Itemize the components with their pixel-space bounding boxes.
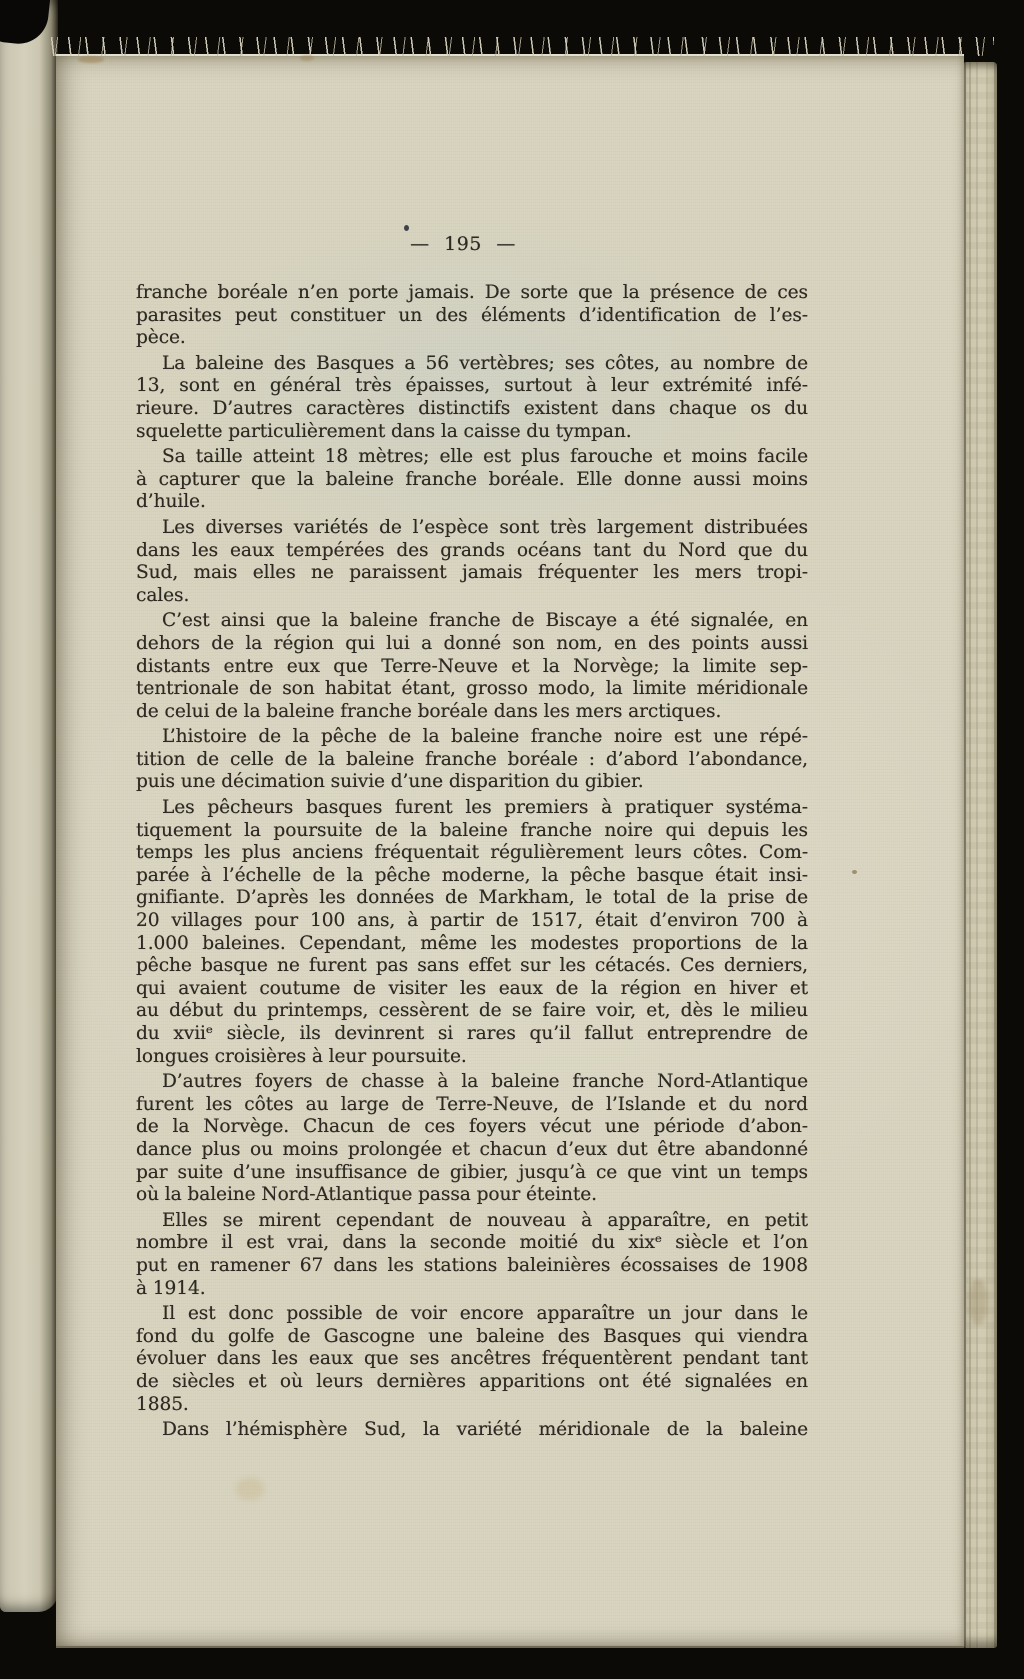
text-line: pèce. <box>136 327 186 349</box>
paragraph <box>136 1303 808 1416</box>
text-line: Sa taille atteint 18 mètres; elle est plus farouche et moins facile <box>162 446 808 468</box>
text-line: de la Norvège. Chacun de ces foyers vécut une période d’abon- <box>136 1116 808 1138</box>
text-line: de celui de la baleine franche boréale dans les mers arctiques. <box>136 700 722 722</box>
paragraph <box>136 1071 808 1207</box>
text-line: parasites peut constituer un des éléments d’identification de l’es- <box>136 304 808 326</box>
paragraph <box>136 446 808 514</box>
text-line: dans les eaux tempérées des grands océans tant du Nord que du <box>136 539 808 561</box>
text-line: distants entre eux que Terre-Neuve et la Norvège; la limite sep- <box>136 655 808 677</box>
text-line: où la baleine Nord-Atlantique passa pour éteinte. <box>136 1184 597 1206</box>
text-line: rieure. D’autres caractères distinctifs existent dans chaque os du <box>136 397 808 419</box>
page-content <box>136 232 808 1442</box>
text-line: nombre il est vrai, dans la seconde moitié du xixᵉ siècle et l’on <box>136 1232 808 1254</box>
text-line: put en ramener 67 dans les stations baleinières écossaises de 1908 <box>136 1254 808 1276</box>
text-line: dehors de la région qui lui a donné son nom, en des points aussi <box>136 632 808 654</box>
paragraph <box>136 1419 808 1442</box>
text-line: temps les plus anciens fréquentait régulièrement leurs côtes. Com- <box>136 842 808 864</box>
text-line: L’histoire de la pêche de la baleine franche noire est une répé- <box>162 726 808 748</box>
text-line: Sud, mais elles ne paraissent jamais fréquenter les mers tropi- <box>136 562 808 584</box>
text-line: parée à l’échelle de la pêche moderne, la pêche basque était insi- <box>136 864 808 886</box>
paragraph <box>136 517 808 607</box>
text-line: Elles se mirent cependant de nouveau à apparaître, en petit <box>162 1209 808 1231</box>
text-line: Les pêcheurs basques furent les premiers à pratiquer systéma- <box>162 797 808 819</box>
paragraph <box>136 610 808 723</box>
paragraph <box>136 282 808 350</box>
paragraph <box>136 797 808 1068</box>
text-block <box>136 282 808 1442</box>
text-line: 13, sont en général très épaisses, surtout à leur extrémité infé- <box>136 375 808 397</box>
gutter-page-sliver <box>0 0 58 1612</box>
page-edge-stack <box>964 62 997 1648</box>
text-line: qui avaient coutume de visiter les eaux de la région en hiver et <box>136 977 808 999</box>
text-line: 1885. <box>136 1393 189 1415</box>
text-line: à capturer que la baleine franche boréale. Elle donne aussi moins <box>136 468 808 490</box>
text-line: du xviiᵉ siècle, ils devinrent si rares qu’il fallut entreprendre de <box>136 1023 808 1044</box>
text-line: tentrionale de son habitat étant, grosso modo, la limite méridionale <box>136 678 808 700</box>
text-line: à 1914. <box>136 1277 206 1299</box>
page-number-header: — 195 — <box>410 233 516 255</box>
text-line: 1.000 baleines. Cependant, même les modestes proportions de la <box>136 932 808 954</box>
text-line: d’huile. <box>136 491 206 513</box>
text-line: 20 villages pour 100 ans, à partir de 1517, était d’environ 700 à <box>136 910 808 932</box>
text-line: fond du golfe de Gascogne une baleine des Basques qui viendra <box>136 1325 808 1347</box>
text-line: pêche basque ne furent pas sans effet sur les cétacés. Ces derniers, <box>136 955 808 977</box>
text-line: longues croisières à leur poursuite. <box>136 1045 467 1067</box>
text-line: Les diverses variétés de l’espèce sont très largement distribuées <box>162 516 808 538</box>
text-line: de siècles et où leurs dernières apparitions ont été signalées en <box>136 1370 808 1392</box>
text-line: tiquement la poursuite de la baleine franche noire qui depuis les <box>136 819 808 841</box>
torn-paper-edge <box>44 37 994 56</box>
text-line: cales. <box>136 584 190 606</box>
paragraph <box>136 353 808 443</box>
text-line: Il est donc possible de voir encore apparaître un jour dans le <box>162 1303 808 1325</box>
text-line: par suite d’une insuffisance de gibier, jusqu’à ce que vint un temps <box>136 1161 808 1183</box>
paragraph <box>136 726 808 794</box>
text-line: D’autres foyers de chasse à la baleine franche Nord-Atlantique <box>162 1071 808 1093</box>
paragraph <box>136 1210 808 1300</box>
text-line: squelette particulièrement dans la caisse du tympan. <box>136 420 632 442</box>
text-line: gnifiante. D’après les données de Markham, le total de la prise de <box>136 887 808 909</box>
text-line: franche boréale n’en porte jamais. De sorte que la présence de ces <box>136 282 808 303</box>
text-line: furent les côtes au large de Terre-Neuve, de l’Islande et du nord <box>136 1093 808 1115</box>
text-line: La baleine des Basques a 56 vertèbres; ses côtes, au nombre de <box>162 352 808 374</box>
text-line: Dans l’hémisphère Sud, la variété méridionale de la baleine <box>162 1419 808 1441</box>
text-line: puis une décimation suivie d’une disparition du gibier. <box>136 771 644 793</box>
text-line: dance plus ou moins prolongée et chacun d’eux dut être abandonné <box>136 1138 808 1160</box>
text-line: au début du printemps, cessèrent de se faire voir, et, dès le milieu <box>136 1000 808 1022</box>
text-line: C’est ainsi que la baleine franche de Biscaye a été signalée, en <box>162 610 808 632</box>
text-line: tition de celle de la baleine franche boréale : d’abord l’abondance, <box>136 748 808 770</box>
text-line: évoluer dans les eaux que ses ancêtres fréquentèrent pendant tant <box>136 1348 808 1370</box>
